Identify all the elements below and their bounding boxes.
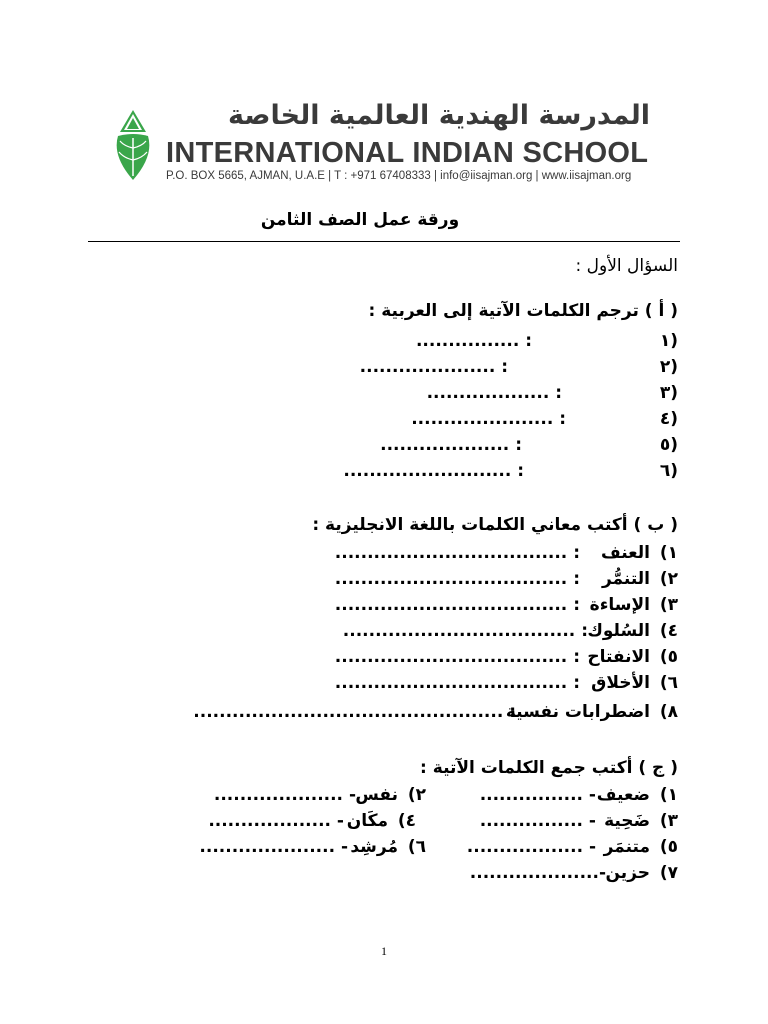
section-b-num-8: ٨): [659, 702, 678, 722]
section-a-num-5: ٥): [659, 435, 678, 455]
section-b-blank-5: : ....................................: [334, 647, 580, 667]
section-b-word-3: الإساءة: [589, 595, 650, 615]
section-c-right-word-1: ضعيف: [596, 785, 650, 805]
section-a-blank-6: : ..........................: [343, 461, 524, 481]
section-b-blank-4: : ....................................: [342, 621, 588, 641]
section-c-left-word-6: مُرشِد: [350, 837, 398, 857]
section-b-word-1: العنف: [601, 543, 650, 563]
section-c-right-num-7: ٧): [659, 863, 678, 883]
section-a-blank-3: : ...................: [426, 383, 562, 403]
section-c-right-blank-3: - ................: [479, 811, 596, 831]
section-b-num-6: ٦): [659, 673, 678, 693]
section-c-right-num-3: ٣): [659, 811, 678, 831]
section-b-num-1: ١): [659, 543, 678, 563]
school-name-english: INTERNATIONAL INDIAN SCHOOL: [166, 137, 649, 169]
title-divider: [88, 241, 680, 242]
section-c-right-num-5: ٥): [659, 837, 678, 857]
section-a-num-6: ٦): [659, 461, 678, 481]
section-c-right-word-5: متنمَر: [603, 837, 650, 857]
section-b-word-6: الأخلاق: [591, 673, 650, 693]
section-b-word-2: التنمُّر: [601, 569, 650, 589]
section-c-left-num-4: ٤): [397, 811, 416, 831]
section-a-heading: ( أ ) ترجم الكلمات الآتية إلى العربية :: [368, 301, 678, 321]
section-c-right-blank-1: - ................: [479, 785, 596, 805]
section-a-blank-1: : ................: [415, 331, 532, 351]
section-b-num-5: ٥): [659, 647, 678, 667]
section-b-word-5: الانفتاح: [587, 647, 650, 667]
section-a-num-3: ٣): [659, 383, 678, 403]
section-b-blank-2: : ....................................: [334, 569, 580, 589]
section-c-left-word-2: نفس: [355, 785, 398, 805]
section-c-left-blank-2: - ....................: [213, 785, 356, 805]
section-b-word-8: اضطرابات نفسية: [505, 702, 650, 722]
section-a-num-4: ٤): [659, 409, 678, 429]
worksheet-title: ورقة عمل الصف الثامن: [260, 210, 460, 230]
section-a-blank-5: : ....................: [380, 435, 522, 455]
section-b-word-4: السُلوك: [587, 621, 650, 641]
section-c-right-blank-5: - ..................: [466, 837, 596, 857]
section-c-left-blank-6: - .....................: [199, 837, 348, 857]
section-b-blank-6: : ....................................: [334, 673, 580, 693]
section-c-left-num-6: ٦): [407, 837, 426, 857]
section-a-blank-4: : ......................: [411, 409, 566, 429]
school-address: P.O. BOX 5665, AJMAN, U.A.E | T : +971 67408333 | info@iisajman.org | www.iisajman.org: [166, 170, 632, 182]
section-c-heading: ( ج ) أكتب جمع الكلمات الآتية :: [420, 758, 678, 778]
section-b-heading: ( ب ) أكتب معاني الكلمات باللغة الانجليزية :: [312, 515, 678, 535]
page-number: 1: [381, 944, 387, 958]
section-c-right-word-7: حزين: [605, 863, 650, 883]
section-b-blank-3: : ....................................: [334, 595, 580, 615]
section-a-blank-2: : .....................: [359, 357, 508, 377]
section-c-left-word-4: مكَان: [346, 811, 388, 831]
section-c-left-num-2: ٢): [407, 785, 426, 805]
school-logo-icon: [108, 108, 158, 182]
section-c-left-blank-4: - ...................: [208, 811, 344, 831]
school-name-arabic: المدرسة الهندية العالمية الخاصة: [228, 100, 650, 131]
section-b-blank-1: : ....................................: [334, 543, 580, 563]
section-b-blank-8: : ................................................: [193, 702, 516, 722]
section-a-num-2: ٢): [659, 357, 678, 377]
section-b-num-2: ٢): [659, 569, 678, 589]
section-c-right-num-1: ١): [659, 785, 678, 805]
question-one-label: السؤال الأول :: [575, 256, 678, 276]
section-b-num-4: ٤): [659, 621, 678, 641]
section-b-num-3: ٣): [659, 595, 678, 615]
section-c-right-blank-7: -....................: [469, 863, 606, 883]
section-a-num-1: ١): [659, 331, 678, 351]
section-c-right-word-3: ضَحِية: [604, 811, 650, 831]
